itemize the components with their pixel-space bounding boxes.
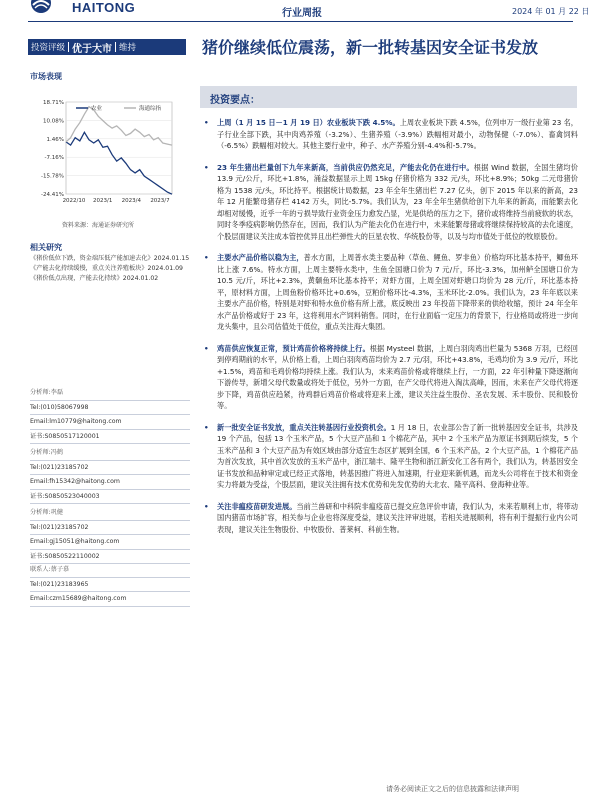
key-point-1	[201, 117, 578, 152]
investment-rating-bar	[28, 39, 186, 55]
header-divider	[28, 21, 573, 22]
haitong-logo-icon	[28, 0, 54, 14]
rating-action: 维持	[119, 43, 137, 53]
chart-legend-label: 海通综指	[139, 106, 162, 112]
market-section-label: 市场表现	[30, 72, 62, 81]
contact-email[interactable]: Email:czm15689@haitong.com	[30, 592, 190, 607]
key-point-lead: 主要水产品价格以稳为主，	[217, 253, 304, 262]
bullet-icon: •	[204, 422, 209, 432]
analyst-name: 分析师:冯鹤	[30, 446, 190, 461]
chart-y-tick-label: -15.78%	[41, 173, 64, 180]
chart-x-tick-label: 2023/7	[150, 198, 170, 204]
logo-text: HAITONG	[72, 0, 136, 15]
chart-y-tick-label: 10.08%	[43, 118, 64, 125]
key-point-lead: 新一批安全证书发放，重点关注转基因行业投资机会。	[217, 422, 391, 432]
chart-series-line	[66, 132, 172, 194]
analyst-tel: Tel:(021)23185702	[30, 521, 190, 536]
chart-legend-label: 农业	[91, 106, 103, 112]
report-date: 2024 年 01 月 22 日	[512, 7, 590, 16]
key-point-4	[201, 343, 578, 412]
bullet-icon: •	[204, 118, 209, 127]
key-point-text: 当前兰兽研和中科院非瘟疫苗已提交应急评价申请，我们认为，未来若顺利上市，将带动国内猪苗市场扩容，相关参与企业也将深度受益，建议关注评审进展，若相关进展顺利，将有利于提振行业内公司表现，建议关注生物股份、中牧股份、普莱柯、科前生物。	[217, 501, 578, 534]
chart-series-line	[66, 107, 172, 145]
contact-block	[30, 563, 190, 607]
analyst-name: 分析师:李磊	[30, 386, 190, 401]
chart-source: 资料来源：海通证券研究所	[62, 222, 135, 229]
bullet-icon: •	[204, 162, 209, 172]
key-points-heading: 投资要点：	[200, 86, 577, 108]
analyst-cert: 证书:S0850523040003	[30, 490, 190, 505]
rating-label: 投资评级	[31, 43, 66, 53]
key-point-text: 上周农业板块下跌 4.5%，位列申万一级行业第 23 名，子行业全部下跌，其中肉鸡养殖（-3.2%）、生猪养殖（-3.9%）跌幅相对最小，动物保健（-7.0%）、畜禽饲料（-6.5%）跌幅相对较大。其他主要行业中，种子、水产养殖分别-4.4%和-5.7%。	[217, 118, 578, 150]
key-point-lead: 关注非瘟疫苗研发进展。	[217, 501, 297, 511]
key-point-2	[201, 162, 578, 243]
key-point-text: 普水方面，上周普水类主要品种（草鱼、鲤鱼、罗非鱼）价格均环比基本持平，鲫鱼环比上涨 7.6%。特水方面，上周主要特水类中，生鱼全国塘口价为 7 元/斤，环比-3.3%，加州鲈全国塘口价为 10.5 元/斤，环比+2.3%，黄颡鱼环比基本持平；对虾方面，上周全国对虾塘口均价为 28 元/斤，环比基本持平，原材料方面，上周鱼粉价格环比+0.6%，豆粕价格环比-4.3%，玉米环比-2.0%。我们认为，23 年年底以来主要水产品价格，特别是对虾和特水鱼价格有所上涨，底反映出 23 年投苗下降带来的供给收缩，预计 24 年全年水产品价格或好于 23 年，这将利用水产饲料销售。同时，在行业面临一定压力的背景下，行业格局或将进一步向龙头集中，且公司估值处于低位，重点关注海大集团。	[217, 253, 578, 331]
haitong-logo	[28, 0, 178, 22]
key-point-lead: 鸡苗供应恢复正常，预计鸡苗价格将持续上行。	[217, 343, 370, 353]
analyst-tel: Tel:(010)58067998	[30, 401, 190, 416]
key-point-5	[201, 422, 578, 491]
chart-x-tick-label: 2023/4	[121, 198, 142, 204]
related-research-title: 相关研究	[30, 243, 62, 252]
analyst-name: 分析师:巩健	[30, 506, 190, 521]
report-title: 猪价继续低位震荡，新一批转基因安全证书发放	[202, 38, 539, 57]
key-points-body	[201, 117, 578, 545]
page-header	[0, 0, 600, 22]
contact-tel: Tel:(021)23183965	[30, 578, 190, 593]
analyst-email[interactable]: Email:gj15051@haitong.com	[30, 535, 190, 550]
analyst-block-3	[30, 506, 190, 564]
key-point-lead: 上周（1 月 15 日－1 月 19 日）农业板块下跌 4.5%。	[217, 118, 400, 127]
key-point-text: 根据 Wind 数据，全国生猪均价 13.9 元/公斤，环比+1.8%，涌益数据显示上周 15kg 仔猪价格为 332 元/头，环比+8.9%；50kg 二元母猪价格为 1538 元/头，环比持平。根据统计局数据，23 年全年生猪出栏 7.27 亿头，创下 2015 年以来的新高，23 年 12 月能繁母猪存栏 4142 万头，同比-5.7%。我们认为，23 年全年生猪供给创下九年来的新高，而能繁去化却相对缓慢，近乎一年的亏损导致行业资金压力愈发凸显，光是供给的压力之下，猪价或将维持当前疲软的状态，同时冬季疫病影响仍然存在，因而，我们认为产能去化仍在进行中，未来能繁母猪或将继续保持较高的去化速度，个股层面建议关注成本管控优异且出栏弹性大的巨星农牧、华统股份等，以及与均市值处于低位的牧原股份。	[217, 162, 578, 241]
analyst-email[interactable]: Email:lm10779@haitong.com	[30, 415, 190, 430]
key-point-3	[201, 252, 578, 333]
chart-y-tick-label: 1.46%	[46, 136, 64, 143]
key-point-6	[201, 501, 578, 536]
bullet-icon: •	[204, 343, 209, 353]
bullet-icon: •	[204, 501, 209, 511]
analyst-tel: Tel:(021)23185702	[30, 461, 190, 476]
market-performance-chart	[30, 92, 180, 210]
footer-disclaimer: 请务必阅读正文之后的信息披露和法律声明	[386, 785, 519, 793]
contact-name: 联系人:蔡子慕	[30, 563, 190, 578]
rating-value: 优于大市	[72, 43, 113, 55]
related-item[interactable]: 《产能去化持续缓慢，重点关注养殖板块》2024.01.09	[30, 265, 183, 272]
chart-plot-frame	[66, 102, 172, 194]
analyst-email[interactable]: Email:fh15342@haitong.com	[30, 475, 190, 490]
key-point-text: 根据 Mysteel 数据，上周白羽肉鸡出栏量为 5368 万羽，已经回到停鸡期前的水平，从价格上看，上周白羽肉鸡苗均价为 2.7 元/羽，环比+43.8%，毛鸡均价为 3.9 元/斤，环比+1.5%，鸡苗和毛鸡价格均持续上涨。我们认为，未来鸡苗价格或将继续上行，一方面，22 年引种量下降逐渐向下游传导，新增父母代数量或将处于低位，另外一方面，在产父母代将进入淘汰高峰，因而，未来在产父母代将逐步下降，鸡苗供应趋紧，待鸡群后鸡苗价格或将迎来上涨，建议关注益生股份、圣农发展、禾丰股份、民和股份等。	[217, 343, 578, 410]
bullet-icon: •	[204, 253, 209, 262]
chart-y-tick-label: 18.71%	[43, 100, 64, 106]
analyst-cert: 证书:S0850517120001	[30, 430, 190, 445]
analyst-block-1	[30, 386, 190, 444]
chart-y-tick-label: -7.16%	[44, 155, 64, 162]
key-point-text: 1 月 18 日，农业部公告了新一批转基因安全证书，共涉及 19 个产品，包括 13 个玉米产品，5 个大豆产品和 1 个棉花产品，其中 2 个玉米产品为原证书到期后续发，5 个玉米产品和 3 个大豆产品为有效区域由部分适宜生态区扩展到全国，6 个玉米产品，2 个大豆产品，1 个棉花产品为首次发放，其中首次发放的玉米产品中，浙江瑞丰、隆平生物和浙江新安化工各有两个，我们认为，转基因安全证书发放和品种审定或已经正式落地，转基因推广将进入加速期，行业迎来新机遇，而龙头公司将在于技术和资金实力将最为受益，个股层面，建议关注拥有技术优势和先发优势的大北农、隆平高科、登海种业等。	[217, 422, 578, 489]
analyst-block-2	[30, 446, 190, 504]
related-research-list	[30, 254, 190, 284]
market-chart-svg	[30, 92, 180, 210]
related-item[interactable]: 《猪价低点出现，产能去化持续》2024.01.02	[30, 275, 159, 282]
report-type: 行业周报	[282, 8, 322, 19]
related-item[interactable]: 《猪价低位下跌，资金端压低产能加速去化》2024.01.15	[30, 255, 190, 262]
key-point-lead: 23 年生猪出栏量创下九年来新高，当前供应仍然充足，产能去化仍在进行中。	[217, 162, 474, 172]
chart-y-tick-label: -24.41%	[41, 192, 64, 198]
chart-x-tick-label: 2022/10	[62, 198, 86, 204]
chart-x-tick-label: 2023/1	[92, 198, 113, 204]
analyst-cert: 证书:S0850522110002	[30, 550, 190, 565]
